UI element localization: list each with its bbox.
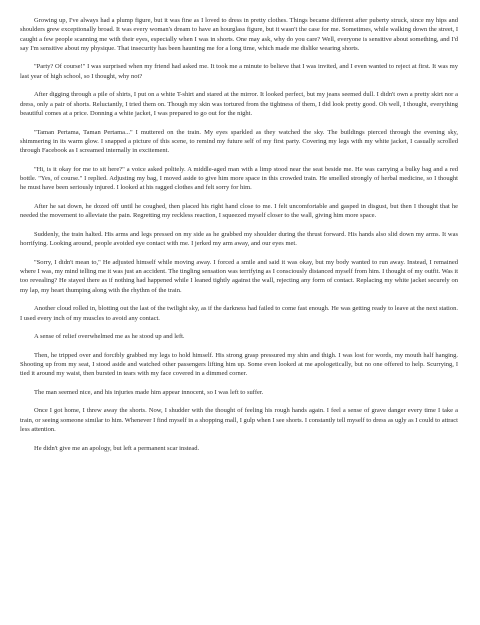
paragraph: Growing up, I've always had a plump figure, but it was fine as I loved to dress in pretty clothes. Things became different after puberty struck, since my hips and shoulders grew exceptionally broad. It was every woman's dream to have an hourglass figure, but it wasn't the case for me. Sometimes, while walking down the street, I caught a few people scanning me with their eyes, especially when I was in shorts. One may ask, why do you care? Well, everyone is sensitive about something, and I'd say I'm sensitive about my physique. That insecurity has been haunting me for a long time, which made me dislike wearing shorts. xyxy=(20,17,458,52)
paragraph: Once I got home, I threw away the shorts. Now, I shudder with the thought of feeling his rough hands again. I feel a sense of grave danger every time I take a train, or seeing someone similar to him. Whenever I find myself in a shopping mall, I gulp when I see shorts. I constantly tell myself to dress as ugly as I could to attract less attention. xyxy=(20,407,458,434)
paragraph: "Taman Pertama, Taman Pertama..." I muttered on the train. My eyes sparkled as they watched the sky. The buildings pierced through the evening sky, shimmering in its warm glow. I snapped a picture of this scene, to remind my future self of my first party. Covering my legs with my white jacket, I casually scrolled through Facebook as I screamed internally in excitement. xyxy=(20,128,458,155)
paragraph: Suddenly, the train halted. His arms and legs pressed on my side as he grabbed my shoulder during the thrust forward. His hands also slid down my arms. It was horrifying. Looking around, people avoided eye contact with me. I jerked my arm away, and our eyes met. xyxy=(20,230,458,248)
document-page xyxy=(20,16,458,453)
paragraph: After he sat down, he dozed off until he coughed, then placed his right hand close to me. I felt uncomfortable and gasped in disgust, but then I thought that he needed the movement to alleviate the pain. Regretting my reckless reaction, I squeezed myself closer to the wall, giving him more space. xyxy=(20,202,458,220)
paragraph: "Hi, is it okay for me to sit here?" a voice asked politely. A middle-aged man with a limp stood near the seat beside me. He was carrying a bulky bag and a red bottle. "Yes, of course." I replied. Adjusting my bag, I moved aside to give him more space in this crowded train. He smelled strongly of herbal medicine, so I thought he must have been seriously injured. I looked at his ragged clothes and felt sorry for him. xyxy=(20,165,458,192)
paragraph: Then, he tripped over and forcibly grabbed my legs to hold himself. His strong grasp pressured my shin and thigh. I was lost for words, my mouth half hanging. Shooting up from my seat, I stood aside and watched other passengers lifting him up. Some even looked at me apologetically, but no one offered to help. Scurrying, I tied it around my waist, then bursted in tears with my face covered in a dimmed corner. xyxy=(20,351,458,378)
paragraph: The man seemed nice, and his injuries made him appear innocent, so I was left to suffer. xyxy=(34,388,264,396)
paragraph: A sense of relief overwhelmed me as he stood up and left. xyxy=(34,333,185,341)
paragraph: He didn't give me an apology, but left a permanent scar instead. xyxy=(34,444,200,452)
paragraph: After digging through a pile of shirts, I put on a white T-shirt and stared at the mirror. It looked perfect, but my jeans seemed dull. I didn't own a pretty skirt nor a dress, only a pair of shorts. Reluctantly, I tried them on. Though my skin was tortured from the tightness of them, I did look pretty good. Oh well, I thought, everything beautiful comes at a price. Donning a white jacket, I was prepared to go out for the night. xyxy=(20,91,458,117)
paragraph: Another cloud rolled in, blotting out the last of the twilight sky, as if the darkness had failed to come fast enough. He was getting ready to leave at the next station. I used every inch of my muscles to avoid any contact. xyxy=(20,305,458,322)
paragraph: "Party? Of course!" I was surprised when my friend had asked me. It took me a minute to believe that I was invited, and I even wanted to reject at first. It was my last year of high school, so I thought, why not? xyxy=(20,63,458,80)
paragraph: "Sorry, I didn't mean to," He adjusted himself while moving away. I forced a smile and said it was okay, but my body wanted to run away. Instead, I remained where I was, my mind telling me it was just an accident. The tingling sensation was terrifying as I consciously distanced myself from him. I thought of my outfit. Was it too revealing? He stayed there as if nothing had happened while I leaned tightly against the wall, rejecting any form of contact. Replacing my white jacket securely on my lap, my heart thumping along with the rhythm of the train. xyxy=(20,258,458,294)
